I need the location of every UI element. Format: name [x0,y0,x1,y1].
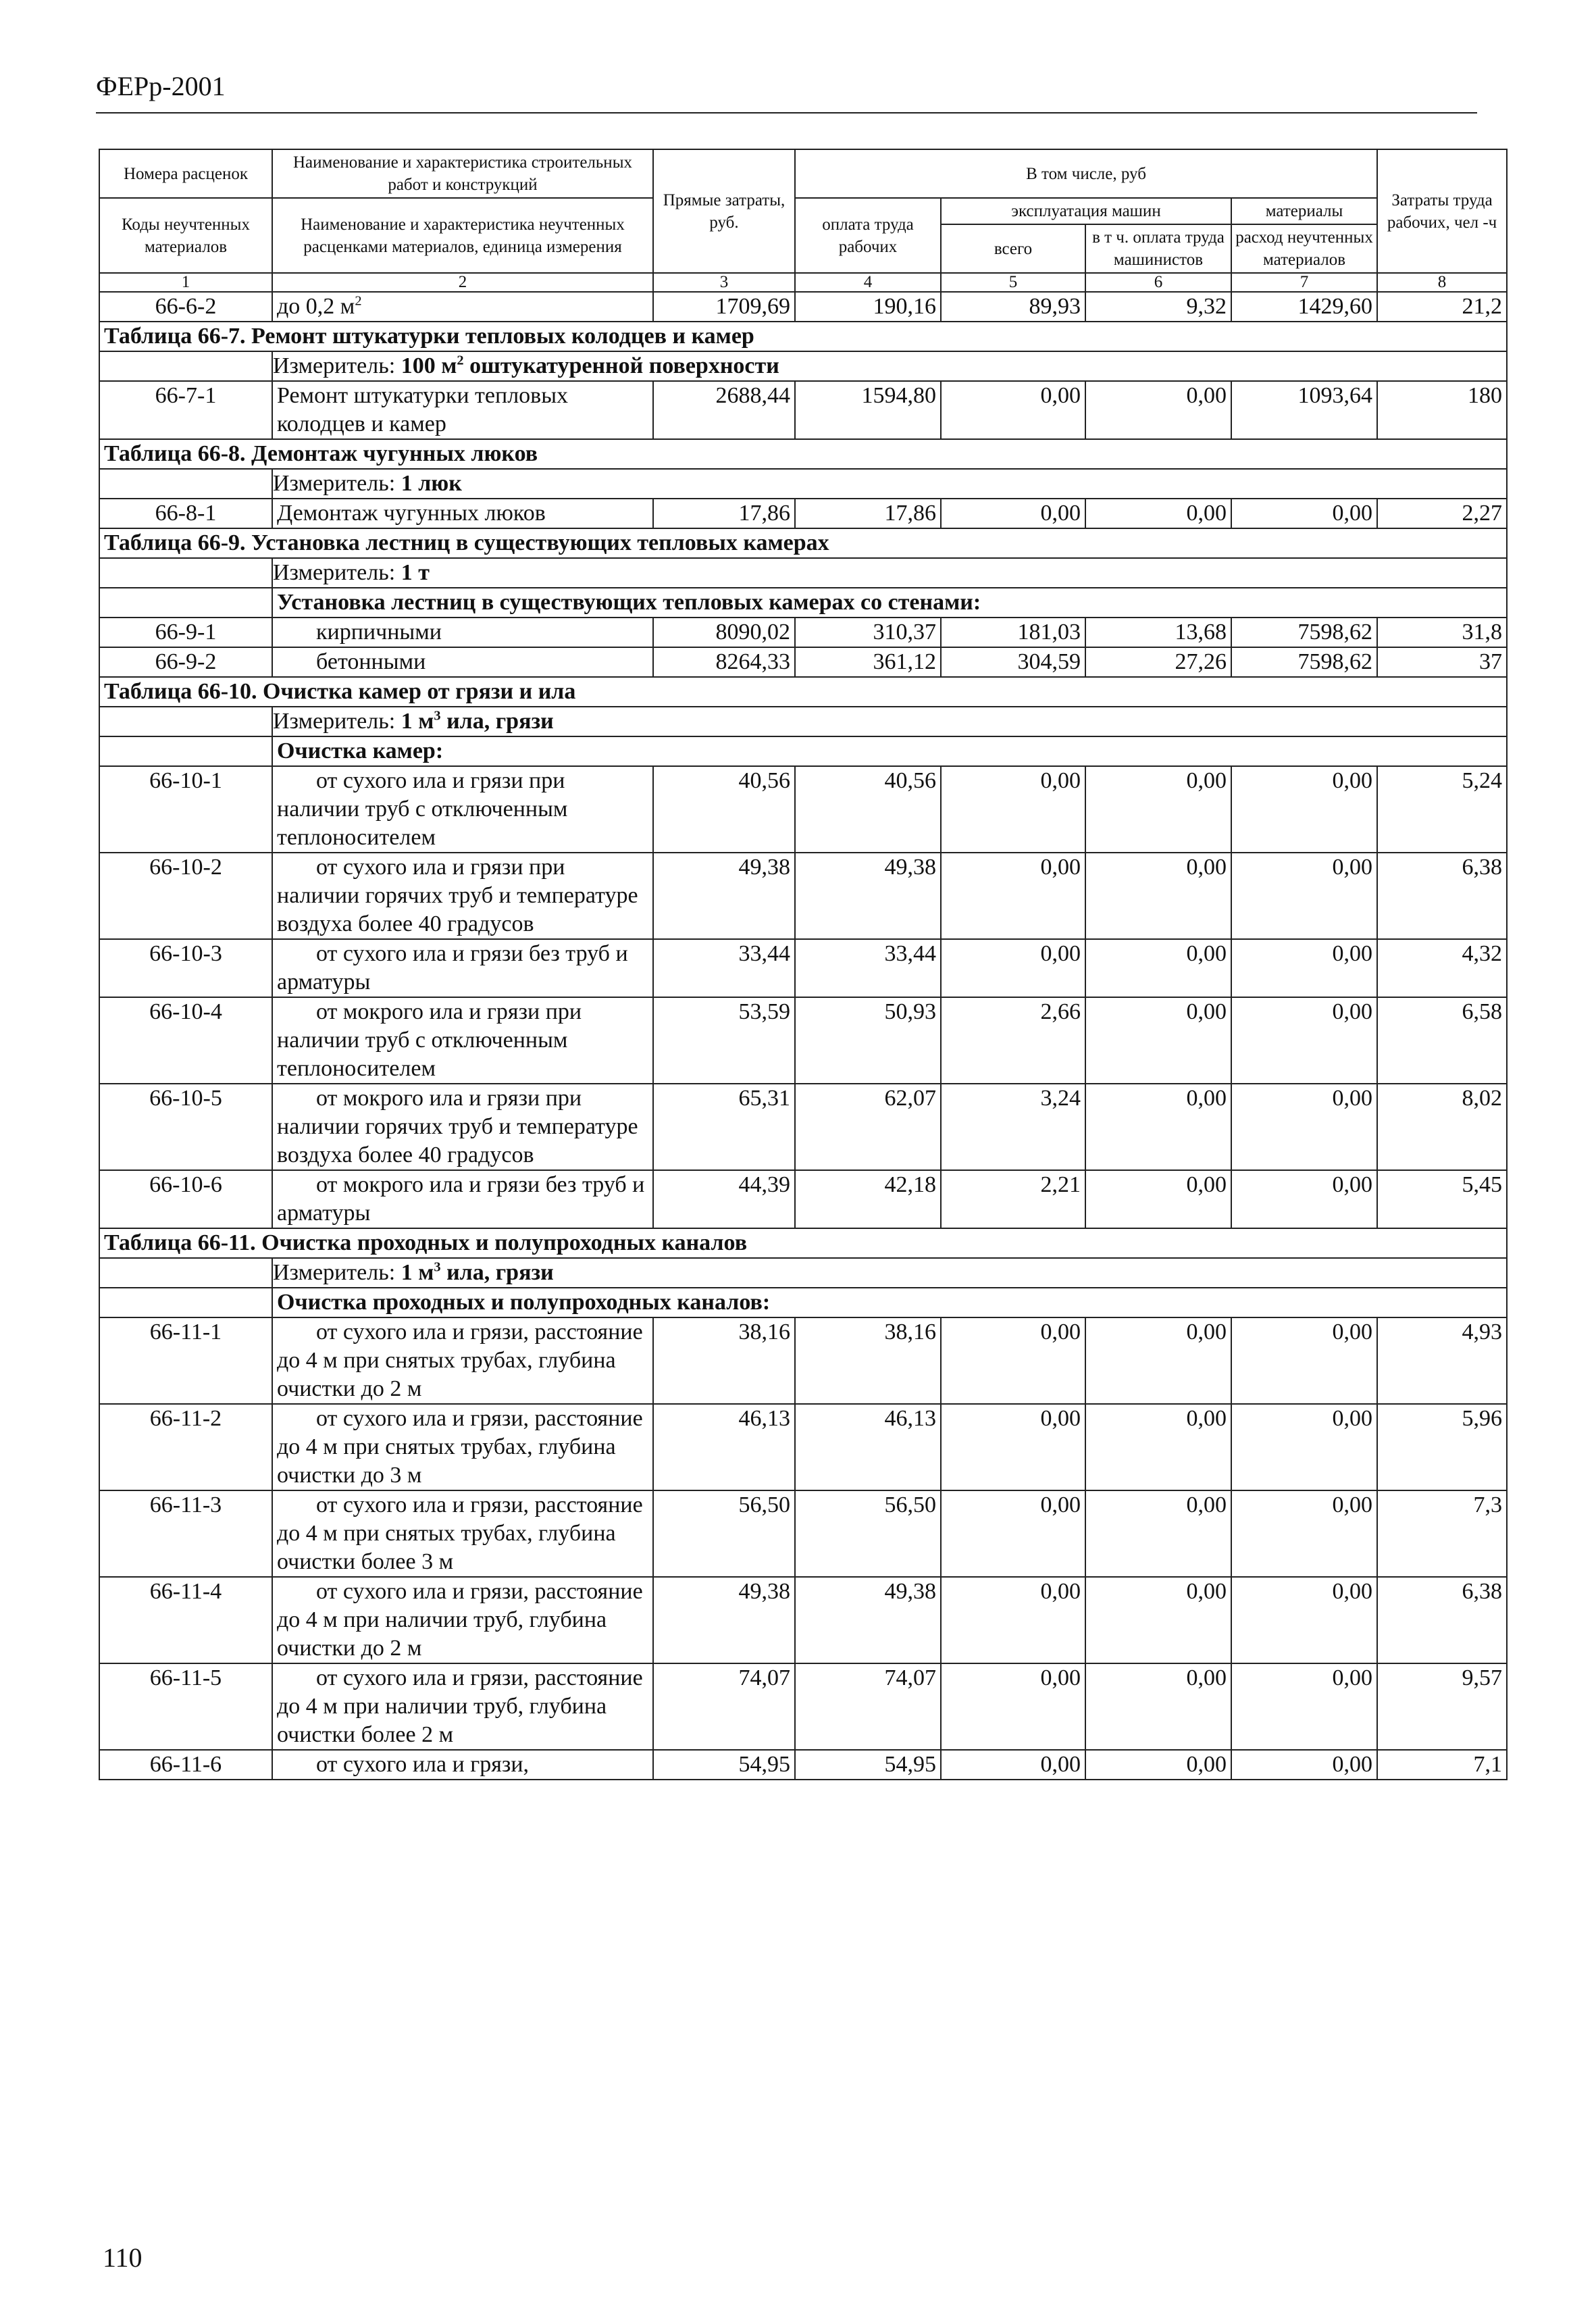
machine-cost: 89,93 [941,292,1085,322]
page-number: 110 [103,2242,143,2273]
machine-cost: 181,03 [941,618,1085,647]
table-row [99,1404,1507,1490]
labor-cost: 49,38 [795,853,941,939]
labor-cost: 56,50 [795,1490,941,1577]
col-number: 7 [1231,273,1377,292]
machine-cost: 0,00 [941,1577,1085,1663]
table-row [99,1084,1507,1170]
table-row [99,1490,1507,1577]
operator-cost: 0,00 [1085,1577,1231,1663]
measure-text: Измеритель: 1 люк [272,469,1507,499]
table-row [99,1750,1507,1780]
machine-cost: 0,00 [941,499,1085,528]
rate-name: Ремонт штукатурки тепловых колодцев и камер [272,381,653,439]
rate-name: от сухого ила и грязи, расстояние до 4 м при снятых трубах, глубина очистки более 3 м [272,1490,653,1577]
materials-cost: 0,00 [1231,853,1377,939]
machine-cost: 0,00 [941,1490,1085,1577]
table-title: Таблица 66-8. Демонтаж чугунных люков [99,439,1507,469]
col1a-header: Номера расценок [99,149,272,198]
direct-cost: 49,38 [653,853,795,939]
materials-cost: 1429,60 [1231,292,1377,322]
col-number: 6 [1085,273,1231,292]
measure-row [99,1258,1507,1288]
rate-code: 66-11-2 [99,1404,272,1490]
labor-cost: 17,86 [795,499,941,528]
labor-hours: 7,3 [1377,1490,1507,1577]
materials-cost: 0,00 [1231,766,1377,853]
direct-cost: 17,86 [653,499,795,528]
rate-code: 66-6-2 [99,292,272,322]
machine-cost: 0,00 [941,766,1085,853]
operator-cost: 0,00 [1085,1404,1231,1490]
operator-cost: 0,00 [1085,1663,1231,1750]
measure-text: Измеритель: 1 $м^3$ ила, грязи [272,707,1507,736]
table-row [99,997,1507,1084]
rate-name: Демонтаж чугунных люков [272,499,653,528]
machine-cost: 0,00 [941,381,1085,439]
operator-cost: 0,00 [1085,766,1231,853]
rate-code: 66-10-6 [99,1170,272,1228]
direct-cost: 33,44 [653,939,795,997]
rate-code: 66-10-1 [99,766,272,853]
labor-cost: 46,13 [795,1404,941,1490]
table-title-row [99,677,1507,707]
labor-cost: 310,37 [795,618,941,647]
col7-header: расход неучтенных материалов [1231,224,1377,273]
operator-cost: 0,00 [1085,939,1231,997]
materials-cost: 0,00 [1231,1663,1377,1750]
table-row [99,381,1507,439]
col-number: 8 [1377,273,1507,292]
rate-code: 66-7-1 [99,381,272,439]
direct-cost: 8090,02 [653,618,795,647]
direct-cost: 2688,44 [653,381,795,439]
col5-header: всего [941,224,1085,273]
table-title: Таблица 66-9. Установка лестниц в существующих тепловых камерах [99,528,1507,558]
machine-cost: 304,59 [941,647,1085,677]
operator-cost: 13,68 [1085,618,1231,647]
labor-cost: 1594,80 [795,381,941,439]
labor-hours: 37 [1377,647,1507,677]
table-row [99,1663,1507,1750]
col8-header: Затраты труда рабочих, чел -ч [1377,149,1507,273]
rate-code: 66-11-6 [99,1750,272,1780]
materials-cost: 0,00 [1231,1170,1377,1228]
labor-cost: 50,93 [795,997,941,1084]
direct-cost: 8264,33 [653,647,795,677]
subheader: Установка лестниц в существующих тепловых камерах со стенами: [272,588,1507,618]
table-title: Таблица 66-11. Очистка проходных и полупроходных каналов [99,1228,1507,1258]
table-title-row [99,322,1507,351]
subheader-row [99,588,1507,618]
labor-hours: 21,2 [1377,292,1507,322]
labor-cost: 38,16 [795,1317,941,1404]
direct-cost: 1709,69 [653,292,795,322]
labor-hours: 8,02 [1377,1084,1507,1170]
measure-row [99,707,1507,736]
materials-cost: 1093,64 [1231,381,1377,439]
rate-code: 66-9-2 [99,647,272,677]
table-title-row [99,1228,1507,1258]
materials-cost: 0,00 [1231,1490,1377,1577]
direct-cost: 46,13 [653,1404,795,1490]
table-title: Таблица 66-10. Очистка камер от грязи и ила [99,677,1507,707]
col-number: 1 [99,273,272,292]
machine-cost: 3,24 [941,1084,1085,1170]
table-row [99,766,1507,853]
rate-code: 66-11-3 [99,1490,272,1577]
rate-code: 66-10-2 [99,853,272,939]
operator-cost: 9,32 [1085,292,1231,322]
table-row [99,292,1507,322]
rate-name: от сухого ила и грязи, расстояние до 4 м при наличии труб, глубина очистки до 2 м [272,1577,653,1663]
labor-cost: 74,07 [795,1663,941,1750]
labor-hours: 6,58 [1377,997,1507,1084]
materials-cost: 0,00 [1231,1577,1377,1663]
labor-hours: 5,24 [1377,766,1507,853]
rate-name: от сухого ила и грязи, [272,1750,653,1780]
machines-header: эксплуатация машин [941,198,1231,224]
direct-cost: 49,38 [653,1577,795,1663]
labor-hours: 5,45 [1377,1170,1507,1228]
machine-cost: 0,00 [941,1404,1085,1490]
rate-name: от сухого ила и грязи, расстояние до 4 м при снятых трубах, глубина очистки до 3 м [272,1404,653,1490]
direct-cost: 65,31 [653,1084,795,1170]
direct-cost: 54,95 [653,1750,795,1780]
materials-cost: 0,00 [1231,1317,1377,1404]
labor-hours: 180 [1377,381,1507,439]
rate-name: от сухого ила и грязи без труб и арматуры [272,939,653,997]
labor-cost: 190,16 [795,292,941,322]
materials-cost: 0,00 [1231,939,1377,997]
rate-code: 66-9-1 [99,618,272,647]
table-row [99,1577,1507,1663]
machine-cost: 0,00 [941,1750,1085,1780]
machine-cost: 0,00 [941,939,1085,997]
labor-hours: 9,57 [1377,1663,1507,1750]
rate-name: до 0,2 $м^2$ [272,292,653,322]
col-number: 5 [941,273,1085,292]
col-number: 4 [795,273,941,292]
rate-name: бетонными [272,647,653,677]
rate-code: 66-10-3 [99,939,272,997]
rate-name: кирпичными [272,618,653,647]
rate-name: от сухого ила и грязи, расстояние до 4 м при наличии труб, глубина очистки более 2 м [272,1663,653,1750]
rate-code: 66-11-1 [99,1317,272,1404]
incl-header: В том числе, руб [795,149,1377,198]
direct-cost: 38,16 [653,1317,795,1404]
labor-cost: 361,12 [795,647,941,677]
operator-cost: 0,00 [1085,1317,1231,1404]
materials-cost: 0,00 [1231,1750,1377,1780]
header-row-1 [99,149,1507,198]
table-row [99,499,1507,528]
materials-cost: 0,00 [1231,499,1377,528]
subheader: Очистка камер: [272,736,1507,766]
rate-name: от сухого ила и грязи при наличии горячих труб и температуре воздуха более 40 градусов [272,853,653,939]
labor-hours: 4,93 [1377,1317,1507,1404]
operator-cost: 0,00 [1085,381,1231,439]
table-row [99,618,1507,647]
column-numbers-row [99,273,1507,292]
col3-header: Прямые затраты, руб. [653,149,795,273]
materials-cost: 0,00 [1231,1404,1377,1490]
machine-cost: 0,00 [941,1317,1085,1404]
labor-cost: 62,07 [795,1084,941,1170]
machine-cost: 2,66 [941,997,1085,1084]
measure-row [99,351,1507,381]
operator-cost: 0,00 [1085,997,1231,1084]
materials-cost: 0,00 [1231,1084,1377,1170]
labor-cost: 42,18 [795,1170,941,1228]
subheader: Очистка проходных и полупроходных каналов: [272,1288,1507,1317]
operator-cost: 0,00 [1085,1490,1231,1577]
labor-hours: 6,38 [1377,1577,1507,1663]
rate-code: 66-11-4 [99,1577,272,1663]
direct-cost: 56,50 [653,1490,795,1577]
labor-hours: 4,32 [1377,939,1507,997]
rates-table [99,149,1508,1780]
page-header: ФЕРр-2001 [96,71,226,101]
col1b-header: Коды неучтенных материалов [99,198,272,273]
materials-header: материалы [1231,198,1377,224]
labor-cost: 49,38 [795,1577,941,1663]
col-number: 2 [272,273,653,292]
operator-cost: 0,00 [1085,853,1231,939]
labor-hours: 2,27 [1377,499,1507,528]
col-number: 3 [653,273,795,292]
table-row [99,853,1507,939]
machine-cost: 0,00 [941,1663,1085,1750]
materials-cost: 7598,62 [1231,647,1377,677]
direct-cost: 44,39 [653,1170,795,1228]
labor-hours: 5,96 [1377,1404,1507,1490]
machine-cost: 2,21 [941,1170,1085,1228]
col2b-header: Наименование и характеристика неучтенных расценками материалов, единица измерения [272,198,653,273]
rate-name: от сухого ила и грязи, расстояние до 4 м при снятых трубах, глубина очистки до 2 м [272,1317,653,1404]
labor-hours: 7,1 [1377,1750,1507,1780]
measure-text: Измеритель: 100 $м^2$ оштукатуренной поверхности [272,351,1507,381]
table-row [99,1170,1507,1228]
col2a-header: Наименование и характеристика строительных работ и конструкций [272,149,653,198]
table-title-row [99,528,1507,558]
rate-name: от мокрого ила и грязи при наличии горячих труб и температуре воздуха более 40 градусов [272,1084,653,1170]
materials-cost: 7598,62 [1231,618,1377,647]
header-row-2 [99,198,1507,224]
table-row [99,1317,1507,1404]
header-rule [96,112,1477,114]
labor-cost: 40,56 [795,766,941,853]
table-title: Таблица 66-7. Ремонт штукатурки тепловых колодцев и камер [99,322,1507,351]
measure-text: Измеритель: 1 т [272,558,1507,588]
subheader-row [99,736,1507,766]
rate-name: от сухого ила и грязи при наличии труб с отключенным теплоносителем [272,766,653,853]
operator-cost: 0,00 [1085,1170,1231,1228]
rate-name: от мокрого ила и грязи при наличии труб с отключенным теплоносителем [272,997,653,1084]
measure-row [99,558,1507,588]
labor-cost: 54,95 [795,1750,941,1780]
rate-code: 66-10-4 [99,997,272,1084]
rate-code: 66-11-5 [99,1663,272,1750]
rate-name: от мокрого ила и грязи без труб и арматуры [272,1170,653,1228]
materials-cost: 0,00 [1231,997,1377,1084]
direct-cost: 40,56 [653,766,795,853]
direct-cost: 74,07 [653,1663,795,1750]
rate-code: 66-10-5 [99,1084,272,1170]
labor-cost: 33,44 [795,939,941,997]
rate-code: 66-8-1 [99,499,272,528]
direct-cost: 53,59 [653,997,795,1084]
labor-hours: 31,8 [1377,618,1507,647]
subheader-row [99,1288,1507,1317]
measure-row [99,469,1507,499]
operator-cost: 0,00 [1085,1084,1231,1170]
table-row [99,939,1507,997]
operator-cost: 0,00 [1085,1750,1231,1780]
table-title-row [99,439,1507,469]
operator-cost: 0,00 [1085,499,1231,528]
operator-cost: 27,26 [1085,647,1231,677]
col6-header: в т ч. оплата труда машинистов [1085,224,1231,273]
table-row [99,647,1507,677]
col4-header: оплата труда рабочих [795,198,941,273]
machine-cost: 0,00 [941,853,1085,939]
labor-hours: 6,38 [1377,853,1507,939]
measure-text: Измеритель: 1 $м^3$ ила, грязи [272,1258,1507,1288]
